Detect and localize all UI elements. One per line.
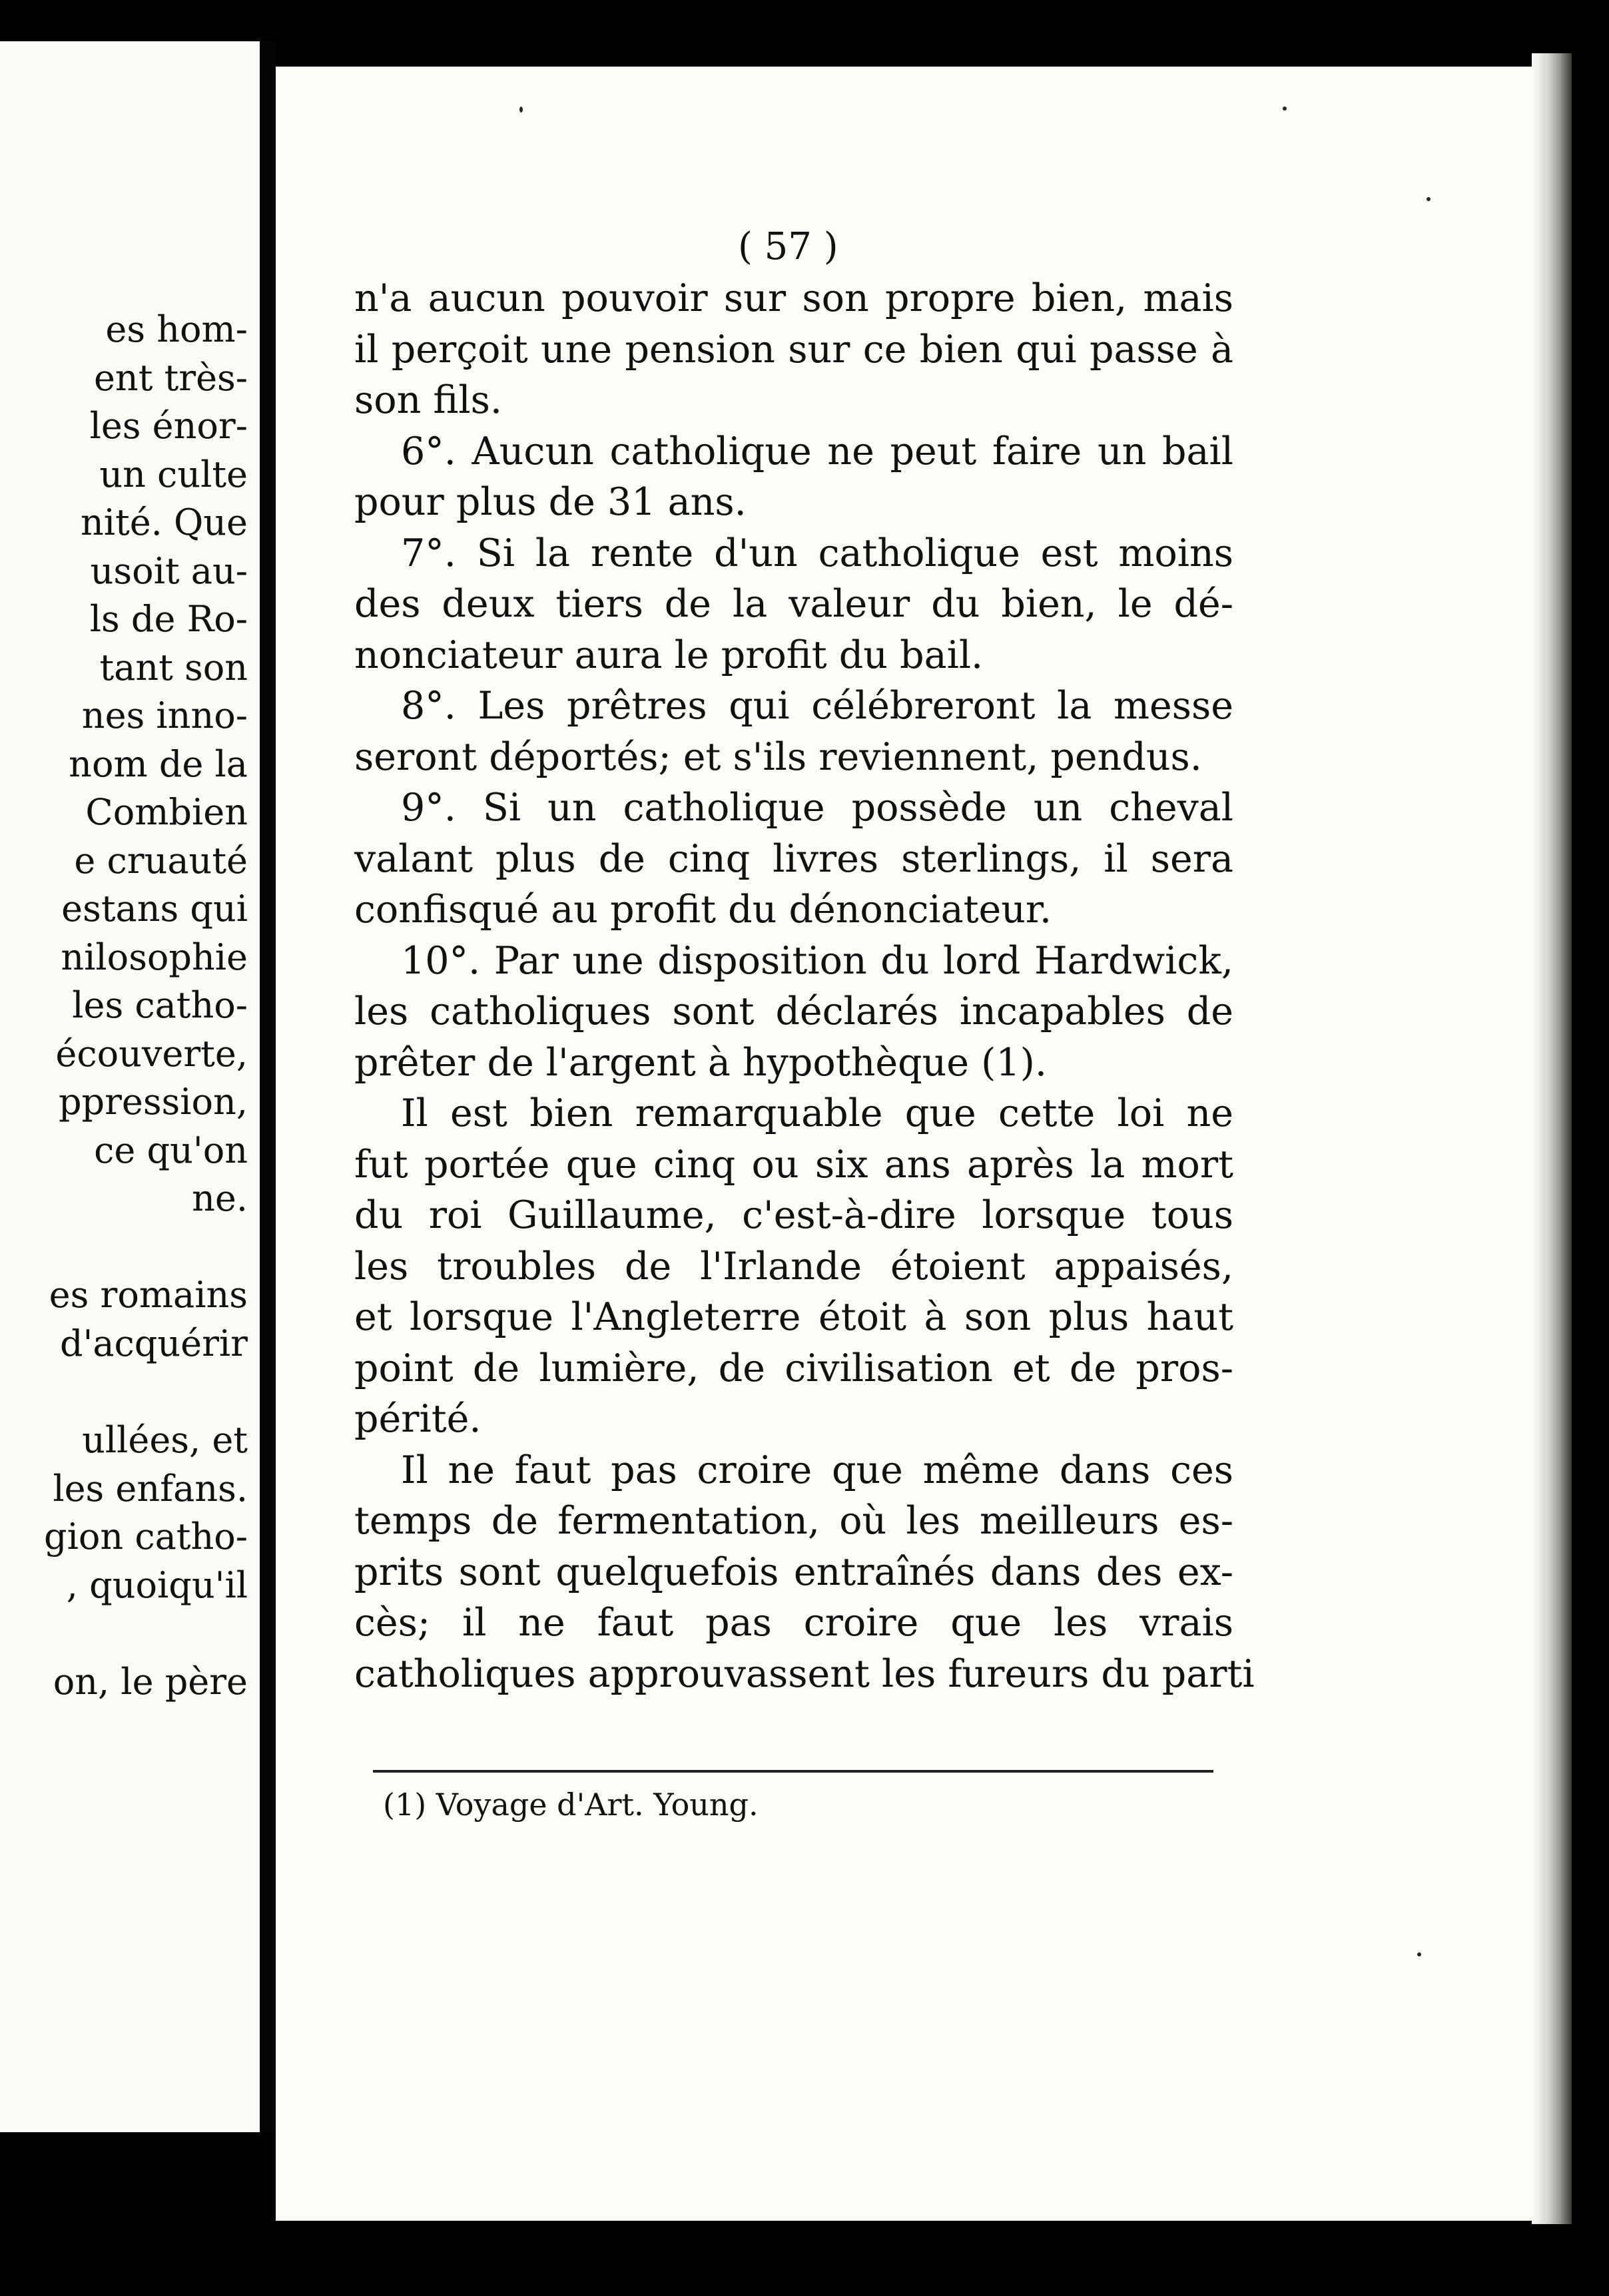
book-gutter (260, 41, 276, 2132)
left-page-line: les enfans. (53, 1468, 248, 1510)
left-page-line: ent très- (93, 357, 248, 399)
left-page-line: estans qui (61, 888, 248, 930)
text-line: et lorsque l'Angleterre étoit à son plus haut (354, 1295, 1233, 1339)
text-line: 9°. Si un catholique possède un cheval (401, 786, 1233, 830)
left-page (0, 41, 260, 2132)
left-page-line: un culte (99, 453, 248, 495)
footnote-rule (373, 1770, 1213, 1773)
text-line: 6°. Aucun catholique ne peut faire un bail (401, 429, 1233, 473)
text-line: 8°. Les prêtres qui célébreront la messe (401, 684, 1233, 728)
left-page-line: écouverte, (55, 1033, 248, 1075)
text-line: nonciateur aura le profit du bail. (354, 633, 984, 677)
text-line: les troubles de l'Irlande étoient appaisés, (354, 1244, 1233, 1289)
ink-speck (1427, 197, 1431, 201)
text-line: Il est bien remarquable que cette loi ne (401, 1091, 1233, 1135)
text-line: n'a aucun pouvoir sur son propre bien, mais (354, 276, 1233, 320)
left-page-line: , quoiqu'il (66, 1564, 248, 1606)
text-line: du roi Guillaume, c'est-à-dire lorsque tous (354, 1193, 1233, 1237)
page-edge-shadow (1532, 53, 1572, 2224)
left-page-line: ullées, et (82, 1419, 248, 1461)
left-page-line: Combien (85, 791, 248, 833)
left-page-line: ppression, (58, 1081, 248, 1123)
footnote: (1) Voyage d'Art. Young. (383, 1787, 759, 1823)
left-page-line: e cruauté (74, 840, 248, 882)
left-page-line: les énor- (89, 405, 248, 447)
text-line: fut portée que cinq ou six ans après la mort (354, 1142, 1233, 1187)
text-line: seront déportés; et s'ils reviennent, pendus. (354, 734, 1202, 779)
left-page-line: d'acquérir (59, 1322, 248, 1364)
left-page-line: ce qu'on (94, 1129, 248, 1171)
text-line: 7°. Si la rente d'un catholique est moins (401, 531, 1233, 575)
text-line: des deux tiers de la valeur du bien, le dé- (354, 582, 1233, 626)
text-line: temps de fermentation, où les meilleurs es- (354, 1499, 1233, 1543)
left-page-line: nes inno- (81, 695, 248, 736)
text-line: il perçoit une pension sur ce bien qui passe à (354, 327, 1233, 372)
text-line: catholiques approuvassent les fureurs du parti (354, 1651, 1255, 1696)
text-line: point de lumière, de civilisation et de pros- (354, 1346, 1233, 1390)
left-page-line: usoit au- (90, 550, 248, 592)
left-page-line: nité. Que (80, 501, 248, 543)
page-number: ( 57 ) (738, 225, 838, 268)
left-page-line: es hom- (105, 308, 248, 350)
text-line: pour plus de 31 ans. (354, 480, 747, 524)
left-page-line: gion catho- (44, 1516, 248, 1558)
left-page-line: nom de la (69, 743, 248, 785)
text-line: 10°. Par une disposition du lord Hardwick, (401, 938, 1233, 983)
left-page-line: ls de Ro- (89, 598, 248, 640)
text-line: confisqué au profit du dénonciateur. (354, 888, 1052, 932)
ink-speck (519, 107, 523, 113)
ink-speck (1283, 107, 1287, 111)
text-line: valant plus de cinq livres sterlings, il sera (354, 836, 1233, 881)
text-line: cès; il ne faut pas croire que les vrais (354, 1601, 1233, 1645)
text-line: Il ne faut pas croire que même dans ces (401, 1448, 1233, 1492)
left-page-line: les catho- (72, 984, 248, 1026)
left-page-line: on, le père (53, 1661, 248, 1703)
text-line: périté. (354, 1397, 482, 1441)
text-line: prêter de l'argent à hypothèque (1). (354, 1040, 1047, 1085)
text-line: les catholiques sont déclarés incapables de (354, 990, 1233, 1033)
text-line: son fils. (354, 378, 503, 422)
ink-speck (1417, 1952, 1421, 1956)
left-page-line: ne. (192, 1177, 248, 1219)
text-line: prits sont quelquefois entraînés dans des ex- (354, 1550, 1233, 1594)
left-page-line: es romains (49, 1274, 248, 1316)
left-page-line: nilosophie (61, 936, 248, 978)
left-page-line: tant son (99, 647, 248, 689)
